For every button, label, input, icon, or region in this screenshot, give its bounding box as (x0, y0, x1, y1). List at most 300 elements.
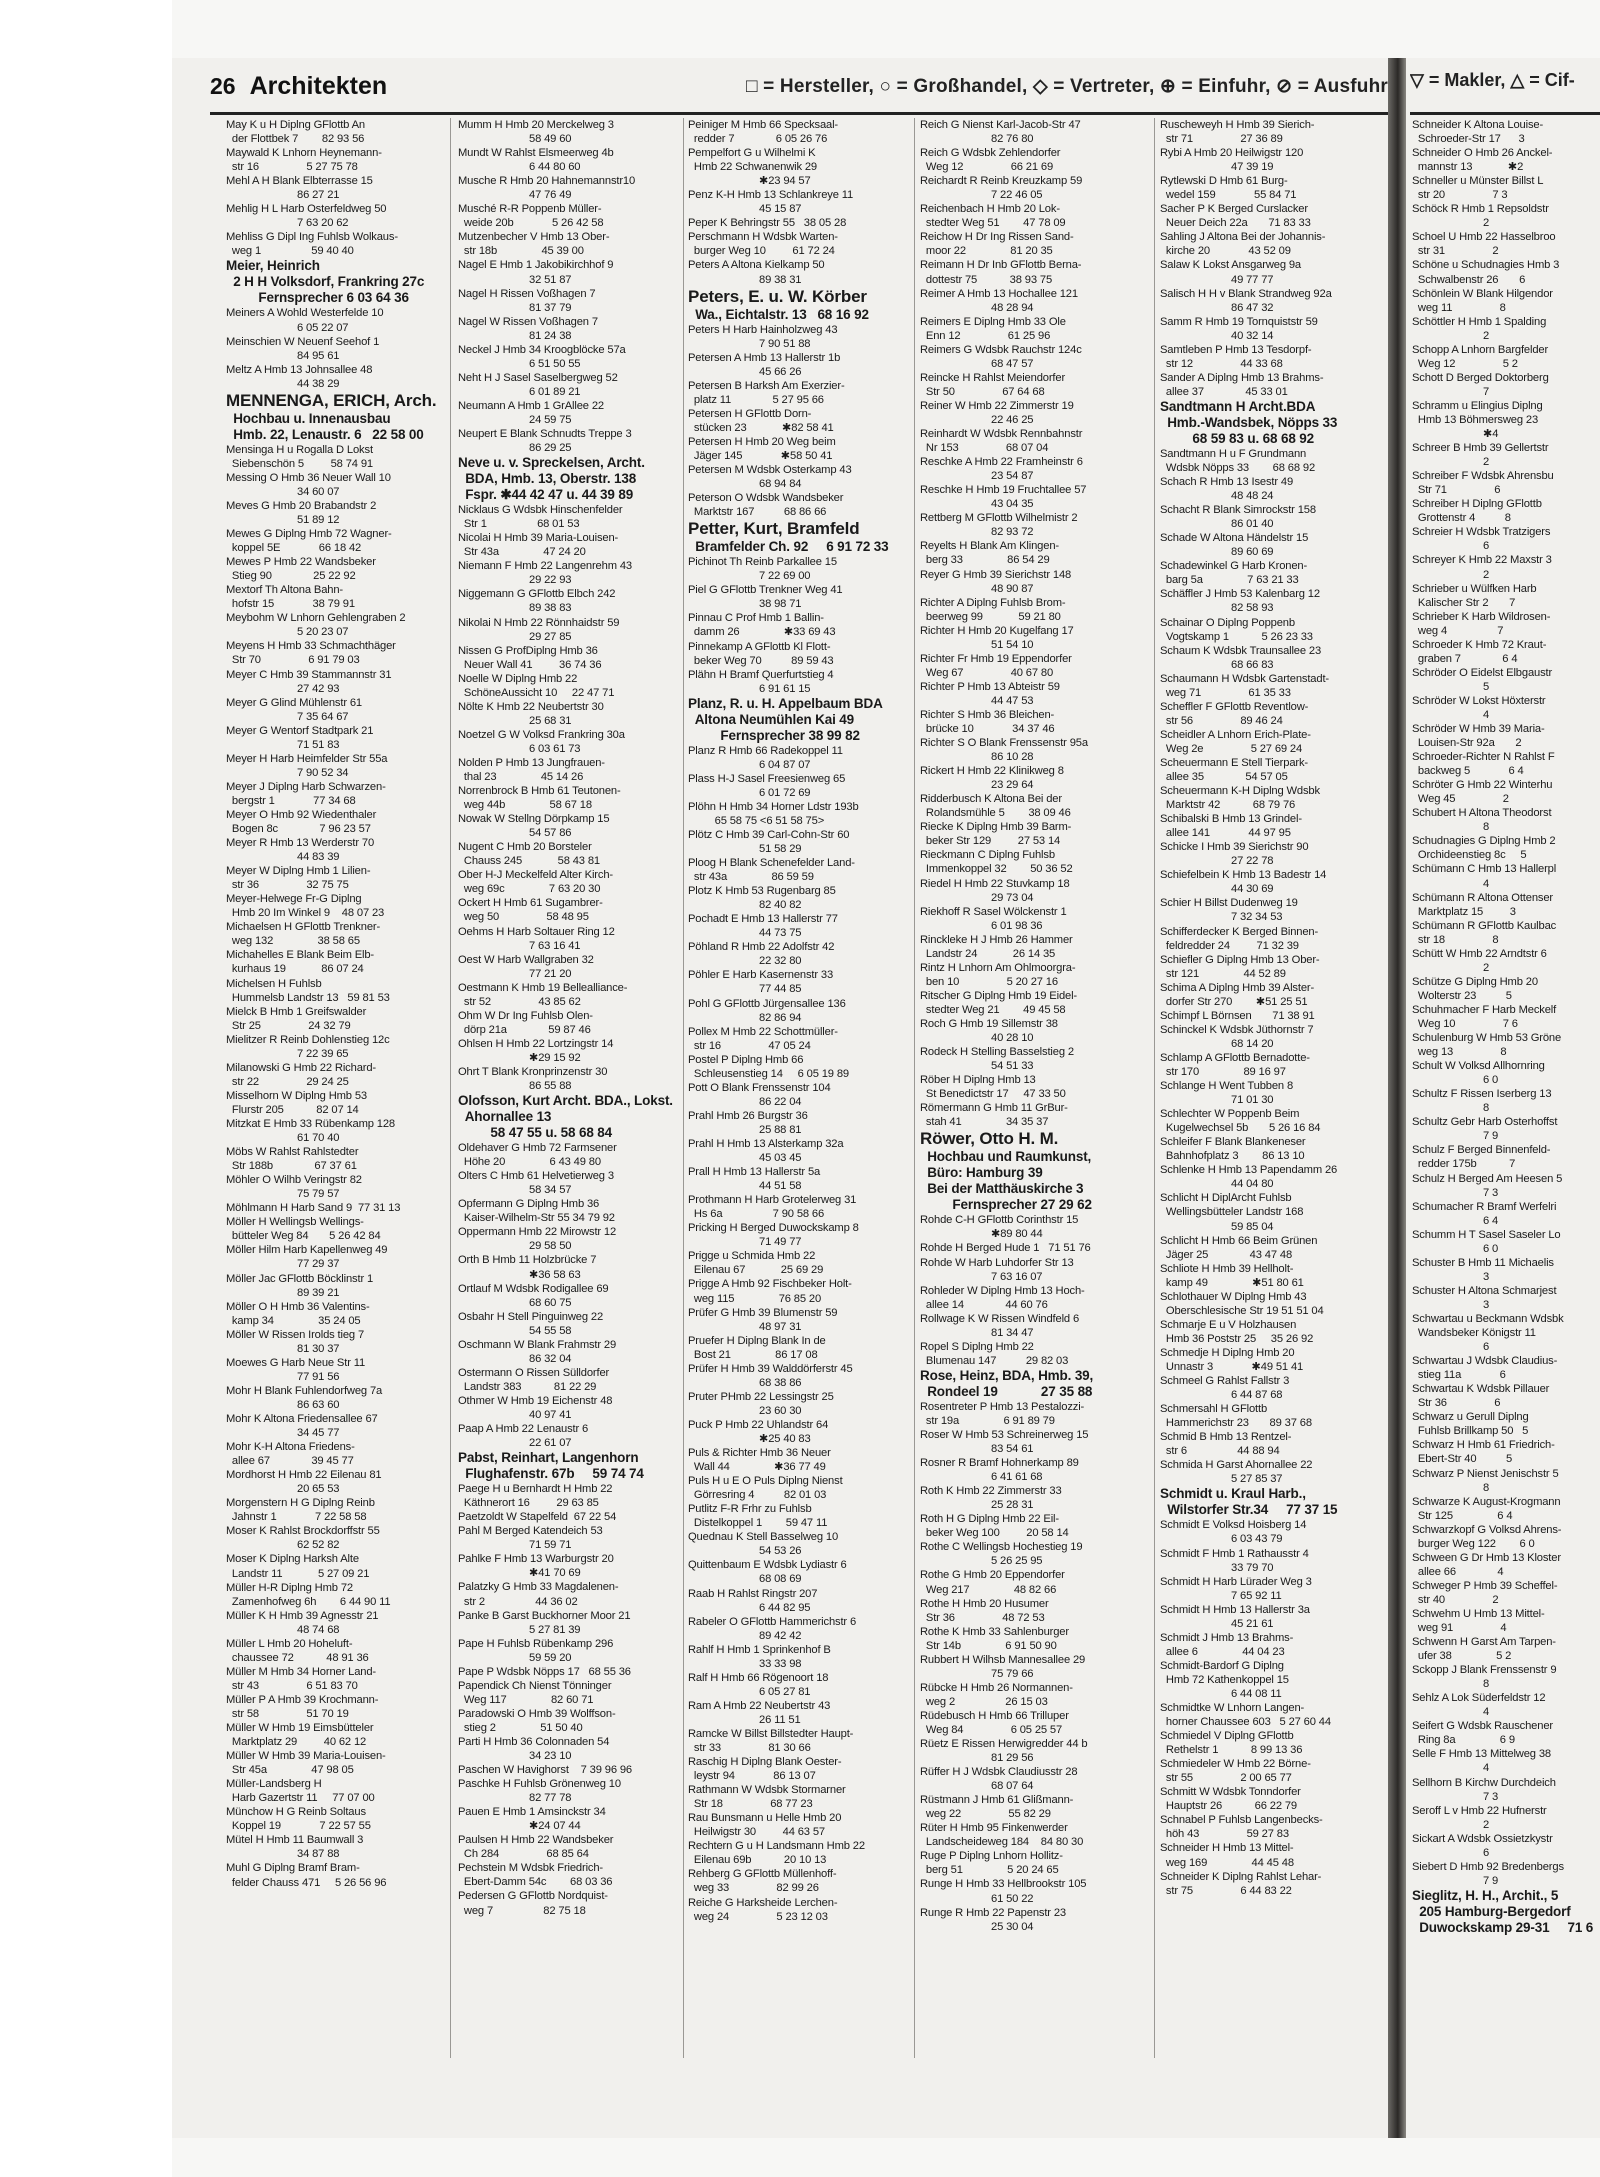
listing-line: Richter A Diplng Fuhlsb Brom- (920, 596, 1066, 609)
listing-line: Grottenstr 4 8 (1412, 512, 1511, 525)
listing-line: Prüfer G Hmb 39 Blumenstr 59 (688, 1306, 838, 1319)
listing-line: Prahl H Hmb 13 Alsterkamp 32a (688, 1138, 844, 1150)
listing-line: Hauptstr 26 66 22 79 (1160, 1800, 1297, 1813)
listing-line: Quednau K Stell Basselweg 10 (688, 1531, 839, 1544)
listing-line: 6 (1412, 540, 1490, 553)
listing-line: Planz, R. u. H. Appelbaum BDA (688, 695, 883, 711)
listing-line: 75 79 57 (226, 1188, 340, 1201)
listing-line: weg 2 26 15 03 (920, 1695, 1048, 1708)
listing-line: Noelle W Diplng Hmb 22 (458, 672, 578, 685)
listing-line: Neumann A Hmb 1 GrAllee 22 (458, 399, 604, 412)
listing-line: 89 38 83 (458, 602, 572, 615)
listing-line: Schmitt W Wdsbk Tonndorfer (1160, 1786, 1301, 1799)
listing-line: Nugent C Hmb 20 Borsteler (458, 841, 592, 854)
directory-column-6 (1412, 118, 1600, 2100)
listing-line: Peiniger M Hmb 66 Specksaal- (688, 119, 839, 131)
listing-line: 25 88 81 (688, 1123, 802, 1136)
listing-line: Möller O H Hmb 36 Valentins- (226, 1300, 370, 1313)
listing-line: Reiner W Hmb 22 Zimmerstr 19 (920, 399, 1074, 412)
listing-line: Hs 6a 7 90 58 66 (688, 1208, 825, 1221)
listing-line: Pedersen G GFlottb Nordquist- (458, 1890, 608, 1903)
listing-line: Mitzkat E Hmb 33 Rübenkamp 128 (226, 1118, 395, 1130)
listing-line: 29 27 85 (458, 630, 572, 643)
listing-line: Michaelsen H GFlottb Trenkner- (226, 921, 381, 934)
listing-line: weide 20b 5 26 42 58 (458, 217, 604, 230)
listing-line: Rüter H Hmb 95 Finkenwerder (920, 1822, 1068, 1835)
listing-line: 44 04 80 (1160, 1178, 1274, 1191)
listing-line: Piel G GFlottb Trenkner Weg 41 (688, 584, 843, 597)
listing-line: Misselhorn W Diplng Hmb 53 (226, 1089, 367, 1102)
page-gutter (1388, 58, 1406, 2138)
listing-line: Scheuermann K-H Diplng Wdsbk (1160, 785, 1320, 798)
listing-line: Schumm H T Sasel Saseler Lo (1412, 1228, 1561, 1241)
listing-line: Rehberg G GFlottb Müllenhoff- (688, 1868, 837, 1881)
listing-line: Sehlz A Lok Süderfeldstr 12 (1412, 1692, 1546, 1705)
listing-line: beker Weg 70 89 59 43 (688, 654, 834, 667)
listing-line: Ralf H Hmb 66 Rögenoort 18 (688, 1671, 829, 1684)
listing-line: 2 H H Volksdorf, Frankring 27c (226, 274, 425, 290)
listing-line: Schimpf L Börnsen 71 38 91 (1160, 1009, 1315, 1022)
listing-line: Möhlmann H Harb Sand 9 77 31 13 (226, 1202, 401, 1215)
listing-line: Riedel H Hmb 22 Stuvkamp 18 (920, 877, 1070, 890)
listing-line: Ch 284 68 85 64 (458, 1848, 589, 1861)
listing-line: moor 22 81 20 35 (920, 245, 1053, 258)
listing-line: Ring 8a 6 9 (1412, 1734, 1515, 1747)
listing-line: Str 43a 47 24 20 (458, 546, 586, 559)
listing-line: Hochbau u. Innenausbau (226, 410, 391, 426)
listing-line: ✱41 70 69 (458, 1567, 581, 1580)
listing-line: 47 76 49 (458, 189, 572, 202)
listing-line: Weg 117 82 60 71 (458, 1693, 594, 1706)
listing-line: Rothe H Hmb 20 Husumer (920, 1597, 1049, 1610)
listing-line: Wandsbeker Königstr 11 (1412, 1327, 1536, 1340)
listing-line: Schleifer F Blank Blankeneser (1160, 1136, 1306, 1149)
listing-line: Schlothauer W Diplng Hmb 43 (1160, 1290, 1307, 1303)
listing-line: Olofsson, Kurt Archt. BDA., Lokst. (458, 1093, 673, 1109)
listing-line: 8 (1412, 1481, 1490, 1494)
listing-line: 7 90 51 88 (688, 337, 811, 350)
listing-line: St Benedictstr 17 47 33 50 (920, 1088, 1066, 1101)
listing-line: 48 74 68 (226, 1623, 340, 1636)
listing-line: 7 32 34 53 (1160, 911, 1283, 924)
listing-line: 40 28 10 (920, 1032, 1034, 1045)
listing-line: Prothmann H Harb Grotelerweg 31 (688, 1194, 857, 1207)
listing-line: Niemann F Hmb 22 Langenrehm 43 (458, 560, 632, 573)
listing-line: Wall 44 ✱36 77 49 (688, 1461, 826, 1474)
listing-line: Reschke A Hmb 22 Framheinstr 6 (920, 456, 1083, 469)
listing-line: str 16 5 27 75 78 (226, 161, 358, 174)
listing-line: Sieglitz, H. H., Archit., 5 (1412, 1887, 1559, 1903)
listing-line: Schwartau K Wdsbk Pillauer (1412, 1383, 1550, 1396)
listing-line: 6 05 22 07 (226, 321, 349, 334)
listing-line: 7 65 92 11 (1160, 1589, 1282, 1602)
listing-line: Neckel J Hmb 34 Kroogblöcke 57a (458, 343, 626, 356)
listing-line: str 18b 45 39 00 (458, 245, 584, 258)
listing-line: Mohr H Blank Fuhlendorfweg 7a (226, 1384, 383, 1397)
listing-line: Str 25 24 32 79 (226, 1019, 351, 1032)
listing-line: 33 33 98 (688, 1657, 802, 1670)
listing-line: wedel 159 55 84 71 (1160, 189, 1297, 202)
listing-line: MENNENGA, ERICH, Arch. (226, 390, 437, 410)
listing-line: Reichenbach H Hmb 20 Lok- (920, 203, 1060, 216)
listing-line: 82 77 78 (458, 1792, 572, 1805)
header-rule (210, 112, 1388, 115)
listing-line: 23 60 30 (688, 1404, 802, 1417)
listing-line: Meiners A Wohld Westerfelde 10 (226, 307, 384, 320)
listing-line: Planz R Hmb 66 Radekoppel 11 (688, 744, 843, 757)
listing-line: Schneider K Altona Louise- (1412, 119, 1544, 131)
listing-line: Pabst, Reinhart, Langenhorn (458, 1450, 639, 1466)
listing-line: Reimer A Hmb 13 Hochallee 121 (920, 287, 1078, 300)
listing-line: Pempelfort G u Wilhelmi K (688, 147, 816, 160)
listing-line: Ortlauf M Wdsbk Rodigallee 69 (458, 1282, 609, 1295)
listing-line: weg 91 4 (1412, 1622, 1507, 1635)
listing-line: 86 01 40 (1160, 518, 1274, 531)
listing-line: bergstr 1 77 34 68 (226, 794, 356, 807)
listing-line: Oehms H Harb Soltauer Ring 12 (458, 925, 615, 938)
listing-line: Perschmann H Wdsbk Warten- (688, 231, 838, 244)
listing-line: Petersen H GFlottb Dorn- (688, 407, 812, 420)
listing-line: Riecke K Diplng Hmb 39 Barm- (920, 821, 1072, 834)
listing-line: Pricking H Berged Duwockskamp 8 (688, 1222, 859, 1235)
listing-line: 89 42 42 (688, 1629, 802, 1642)
listing-line: Schönlein W Blank Hilgendor (1412, 287, 1553, 300)
listing-line: Mutzenbecher V Hmb 13 Ober- (458, 231, 610, 244)
listing-line: 2 (1412, 456, 1490, 469)
listing-line: Landstr 383 81 22 29 (458, 1380, 597, 1393)
listing-line: 7 35 64 67 (226, 710, 349, 723)
listing-line: Schröder O Eidelst Elbgaustr (1412, 666, 1553, 679)
listing-line: der Flottbek 7 82 93 56 (226, 133, 365, 146)
listing-line: 23 54 87 (920, 470, 1034, 483)
listing-line: 7 3 (1412, 1790, 1499, 1803)
listing-line: höh 43 59 27 83 (1160, 1828, 1289, 1841)
listing-line: 24 59 75 (458, 413, 572, 426)
listing-line: kurhaus 19 86 07 24 (226, 963, 364, 976)
listing-line: Müller P A Hmb 39 Krochmann- (226, 1693, 379, 1706)
listing-line: Pruefer H Diplng Blank In de (688, 1334, 826, 1347)
listing-line: Rosner R Bramf Hohnerkamp 89 (920, 1457, 1079, 1470)
listing-line: Rechtern G u H Landsmann Hmb 22 (688, 1840, 865, 1853)
listing-line: Schacht R Blank Simrockstr 158 (1160, 504, 1316, 517)
listing-line: Pahlke F Hmb 13 Warburgstr 20 (458, 1553, 614, 1566)
listing-line: Sandtmann H u F Grundmann (1160, 447, 1307, 460)
directory-column-5 (1160, 118, 1386, 2100)
listing-line: str 56 89 46 24 (1160, 714, 1283, 727)
listing-line: Schreiber F Wdsbk Ahrensbu (1412, 470, 1554, 483)
listing-line: str 170 89 16 97 (1160, 1066, 1286, 1078)
listing-line: 77 21 20 (458, 967, 572, 980)
listing-line: 29 73 04 (920, 891, 1034, 904)
listing-line: Reiche G Harksheide Lerchen- (688, 1896, 838, 1909)
listing-line: Schmidtke W Lnhorn Langen- (1160, 1702, 1305, 1715)
listing-line: Ohrt T Blank Kronprinzenstr 30 (458, 1066, 608, 1078)
listing-line: Schroeder K Hmb 72 Kraut- (1412, 638, 1547, 651)
listing-line: Prigge u Schmida Hmb 22 (688, 1250, 816, 1263)
listing-line: weg 1 59 40 40 (226, 245, 354, 258)
listing-line: Sahling J Altona Bei der Johannis- (1160, 231, 1326, 244)
listing-line: Mielitzer R Reinb Dohlenstieg 12c (226, 1033, 390, 1046)
listing-line: Nölte K Hmb 22 Neubertstr 30 (458, 700, 604, 713)
listing-line: barg 5a 7 63 21 33 (1160, 574, 1299, 587)
listing-line: 4 (1412, 877, 1490, 890)
listing-line: allee 35 54 57 05 (1160, 771, 1288, 784)
listing-line: Nicklaus G Wdsbk Hinschenfelder (458, 504, 623, 517)
listing-line: Pape P Wdsbk Nöpps 17 68 55 36 (458, 1665, 631, 1678)
listing-line: 82 40 82 (688, 899, 802, 912)
listing-line: weg 169 44 45 48 (1160, 1856, 1294, 1869)
listing-line: str 121 44 52 89 (1160, 967, 1286, 980)
listing-line: Schramm u Elingius Diplng (1412, 399, 1543, 412)
listing-line: 77 91 56 (226, 1370, 340, 1383)
listing-line: Schwartau u Beckmann Wdsbk (1412, 1312, 1564, 1325)
listing-line: Petersen B Harksh Am Exerzier- (688, 379, 845, 392)
listing-line: Pohl G GFlottb Jürgensallee 136 (688, 997, 846, 1010)
listing-line: 84 95 61 (226, 349, 340, 362)
listing-line: 38 98 71 (688, 598, 802, 611)
directory-column-4 (920, 118, 1150, 2100)
listing-line: Meltz A Hmb 13 Johnsallee 48 (226, 363, 373, 376)
listing-line: Schlechter W Poppenb Beim (1160, 1108, 1300, 1121)
listing-line: Ohlsen H Hmb 22 Lortzingstr 14 (458, 1037, 614, 1050)
listing-line: Str 70 6 91 79 03 (226, 654, 360, 667)
listing-line: Marktstr 42 68 79 76 (1160, 799, 1296, 812)
listing-line: 86 29 25 (458, 442, 572, 455)
listing-line: Sellhorn B Kirchw Durchdeich (1412, 1776, 1556, 1789)
listing-line: Musché R-R Poppenb Müller- (458, 203, 602, 216)
listing-line: Mewes G Diplng Hmb 72 Wagner- (226, 528, 392, 541)
listing-line: Schubert H Altona Theodorst (1412, 807, 1552, 820)
listing-line: Landscheideweg 184 84 80 30 (920, 1836, 1084, 1849)
listing-line: Ploog H Blank Schenefelder Land- (688, 857, 855, 870)
listing-line: 68 08 69 (688, 1573, 802, 1586)
listing-line: Mohr K Altona Friedensallee 67 (226, 1412, 378, 1425)
listing-line: Schreer B Hmb 39 Gellertstr (1412, 442, 1549, 455)
listing-line: Nagel W Rissen Voßhagen 7 (458, 315, 598, 328)
listing-line: 68 14 20 (1160, 1037, 1274, 1050)
listing-line: 68 66 83 (1160, 658, 1274, 671)
listing-line: Marktplatz 29 40 62 12 (226, 1736, 367, 1749)
listing-line: str 36 32 75 75 (226, 879, 349, 892)
listing-line: Rethelstr 1 8 99 13 36 (1160, 1744, 1303, 1757)
listing-line: Rubbert H Wilhsb Mannesallee 29 (920, 1653, 1086, 1666)
listing-line: Nolden P Hmb 13 Jungfrauen- (458, 756, 605, 769)
listing-line: ✱89 80 44 (920, 1228, 1043, 1241)
listing-line: Ritscher G Diplng Hmb 19 Eidel- (920, 989, 1078, 1002)
listing-line: ben 10 5 20 27 16 (920, 975, 1058, 988)
listing-line: Rothe C Wellingsb Hochestieg 19 (920, 1541, 1083, 1554)
listing-line: 81 30 37 (226, 1342, 340, 1355)
listing-line: Schäffler J Hmb 53 Kalenbarg 12 (1160, 588, 1320, 601)
listing-line: Pinnekamp A GFlottb Kl Flott- (688, 640, 831, 653)
listing-line: Papendick Ch Nienst Tönninger (458, 1679, 612, 1692)
listing-line: Schmarje E u V Holzhausen (1160, 1318, 1297, 1331)
listing-line: str 43 6 51 83 70 (226, 1679, 358, 1692)
listing-line: Schwenn H Garst Am Tarpen- (1412, 1636, 1556, 1649)
listing-line: Unnastr 3 ✱49 51 41 (1160, 1360, 1304, 1373)
listing-line: Duwockskamp 29-31 71 6 (1412, 1919, 1594, 1935)
listing-line: Petter, Kurt, Bramfeld (688, 519, 860, 539)
listing-line: Roser W Hmb 53 Schreinerweg 15 (920, 1428, 1089, 1441)
listing-line: 33 79 70 (1160, 1561, 1274, 1574)
listing-line: Plotz K Hmb 53 Rugenbarg 85 (688, 885, 836, 898)
listing-line: 2 (1412, 961, 1490, 974)
listing-line: Schröter G Hmb 22 Winterhu (1412, 779, 1553, 792)
listing-line: Richter H Hmb 20 Kugelfang 17 (920, 624, 1074, 637)
listing-line: Schmersahl H GFlottb (1160, 1403, 1268, 1416)
listing-line: Schmida H Garst Ahornallee 22 (1160, 1459, 1313, 1472)
listing-line: Schmidt u. Kraul Harb., (1160, 1486, 1306, 1502)
listing-line: Schmidt H Hmb 13 Hallerstr 3a (1160, 1603, 1310, 1616)
listing-line: Eilenau 67 25 69 29 (688, 1264, 824, 1277)
listing-line: Flughafenstr. 67b 59 74 74 (458, 1466, 644, 1482)
page-header (210, 66, 1388, 106)
listing-line: Rohde W Harb Luhdorfer Str 13 (920, 1256, 1074, 1269)
listing-line: 34 45 77 (226, 1427, 340, 1440)
listing-line: 2 (1412, 217, 1490, 230)
listing-line: Schiefler G Diplng Hmb 13 Ober- (1160, 953, 1320, 966)
listing-line: Postel P Diplng Hmb 66 (688, 1053, 804, 1066)
listing-line: Immenkoppel 32 50 36 52 (920, 863, 1073, 876)
listing-line: Schinckel K Wdsbk Jüthornstr 7 (1160, 1023, 1314, 1036)
listing-line: 2 (1412, 568, 1490, 581)
listing-line: weg 69c 7 63 20 30 (458, 883, 601, 896)
listing-line: 23 29 64 (920, 779, 1034, 792)
listing-line: 48 48 24 (1160, 490, 1274, 503)
listing-line: May K u H Diplng GFlottb An (226, 119, 365, 131)
listing-line: Schneller u Münster Billst L (1412, 175, 1544, 188)
listing-line: Penz K-H Hmb 13 Schlankreye 11 (688, 189, 854, 202)
listing-line: Römermann G Hmb 11 GrBur- (920, 1102, 1068, 1115)
listing-line: 6 51 50 55 (458, 357, 581, 370)
listing-line: Mehl A H Blank Elbterrasse 15 (226, 175, 373, 188)
listing-line: 81 37 79 (458, 301, 572, 314)
listing-line: 7 22 39 65 (226, 1047, 349, 1060)
listing-line: Ahornallee 13 (458, 1109, 552, 1125)
listing-line: Schulz F Berged Binnenfeld- (1412, 1144, 1551, 1157)
listing-line: Str 14b 6 91 50 90 (920, 1639, 1057, 1652)
listing-line: Pollex M Hmb 22 Schottmüller- (688, 1025, 838, 1038)
listing-line: Schmeel G Rahlst Fallstr 3 (1160, 1375, 1290, 1388)
listing-line: 65 58 75 <6 51 58 75> (688, 814, 825, 827)
listing-line: 71 51 83 (226, 738, 340, 751)
listing-line: Schwarzkopf G Volksd Ahrens- (1412, 1523, 1562, 1536)
listing-line: allee 14 44 60 76 (920, 1298, 1048, 1311)
listing-line: 20 65 53 (226, 1483, 340, 1496)
listing-line: Schlicht H DiplArcht Fuhlsb (1160, 1192, 1292, 1205)
listing-line: Weg 84 6 05 25 57 (920, 1723, 1063, 1736)
listing-line: Marktstr 167 68 86 66 (688, 506, 827, 519)
listing-line: 5 27 81 39 (458, 1623, 581, 1636)
listing-line: allee 67 39 45 77 (226, 1455, 354, 1468)
listing-line: 44 83 39 (226, 851, 340, 864)
listing-line: 40 97 41 (458, 1408, 572, 1421)
listing-line: Wa., Eichtalstr. 13 68 16 92 (688, 306, 869, 322)
listing-line: 48 90 87 (920, 582, 1034, 595)
listing-line: 7 3 (1412, 1186, 1499, 1199)
listing-line: Görresring 4 82 01 03 (688, 1489, 827, 1502)
listing-line: Nicolai H Hmb 39 Maria-Louisen- (458, 532, 619, 545)
listing-line: weg 71 61 35 33 (1160, 686, 1291, 699)
listing-line: 6 44 80 60 (458, 161, 581, 174)
listing-line: Schlenke H Hmb 13 Papendamm 26 (1160, 1164, 1338, 1177)
listing-line: 32 51 87 (458, 273, 572, 286)
listing-line: Rieckmann C Diplng Fuhlsb (920, 849, 1055, 862)
listing-line: SchöneAussicht 10 22 47 71 (458, 686, 615, 699)
listing-line: Hmb.-Wandsbek, Nöpps 33 (1160, 414, 1338, 430)
listing-line: 81 24 38 (458, 329, 572, 342)
listing-line: Sander A Diplng Hmb 13 Brahms- (1160, 371, 1324, 384)
listing-line: str 33 81 30 66 (688, 1742, 811, 1755)
listing-line: Nagel E Hmb 1 Jakobikirchhof 9 (458, 259, 614, 272)
listing-line: 68 38 86 (688, 1376, 802, 1389)
listing-line: str 22 29 24 25 (226, 1075, 349, 1088)
listing-line: berg 51 5 20 24 65 (920, 1864, 1059, 1877)
listing-line: Jäger 145 ✱58 50 41 (688, 449, 833, 462)
listing-line: Müller L Hmb 20 Hoheluft- (226, 1637, 353, 1650)
listing-line: Schlange H Went Tubben 8 (1160, 1080, 1294, 1093)
listing-line: str 52 43 85 62 (458, 995, 581, 1008)
listing-line: 82 93 72 (920, 526, 1034, 539)
listing-line: Opfermann G Diplng Hmb 36 (458, 1198, 600, 1211)
listing-line: Fernsprecher 6 03 64 36 (226, 290, 409, 306)
listing-line: Scheuermann E Stell Tierpark- (1160, 756, 1308, 769)
listing-line: Plötz C Hmb 39 Carl-Cohn-Str 60 (688, 828, 850, 841)
listing-line: 44 73 75 (688, 927, 802, 940)
listing-line: Schultz F Rissen Iserberg 13 (1412, 1088, 1552, 1101)
listing-line: Schmiedel V Diplng GFlottb (1160, 1730, 1294, 1743)
listing-line: Weg 45 2 (1412, 793, 1509, 806)
listing-line: weg 22 55 82 29 (920, 1808, 1051, 1821)
listing-line: weg 24 5 23 12 03 (688, 1910, 828, 1923)
listing-line: 86 47 32 (1160, 301, 1274, 314)
listing-line: Richter S Hmb 36 Bleichen- (920, 708, 1055, 721)
listing-line: Neupert E Blank Schnudts Treppe 3 (458, 428, 632, 441)
listing-line: Neve u. v. Spreckelsen, Archt. (458, 455, 645, 471)
listing-line: Blumenau 147 29 82 03 (920, 1354, 1069, 1367)
listing-line: Str 18 68 77 23 (688, 1798, 813, 1811)
listing-line: weg 4 7 (1412, 624, 1504, 637)
listing-line: 7 22 69 00 (688, 570, 811, 583)
listing-line: str 18 8 (1412, 933, 1499, 946)
listing-line: Mextorf Th Altona Bahn- (226, 584, 343, 597)
listing-line: Schier H Billst Dudenweg 19 (1160, 897, 1298, 910)
listing-line: allee 37 45 33 01 (1160, 385, 1288, 398)
listing-line: 45 21 61 (1160, 1617, 1274, 1630)
listing-line: 6 05 27 81 (688, 1685, 811, 1698)
listing-line: Pott O Blank Frenssenstr 104 (688, 1081, 831, 1094)
listing-line: weg 50 58 48 95 (458, 911, 589, 924)
listing-line: 61 50 22 (920, 1892, 1034, 1905)
listing-line: 51 89 12 (226, 513, 340, 526)
symbol-legend: □ = Hersteller, ○ = Großhandel, ◇ = Vertreter, ⊕ = Einfuhr, ⊘ = Ausfuhr (745, 75, 1388, 97)
listing-line: Schulz H Berged Am Heesen 5 (1412, 1172, 1563, 1185)
listing-line: Schiefelbein K Hmb 13 Badestr 14 (1160, 869, 1327, 882)
listing-line: Orth B Hmb 11 Holzbrücke 7 (458, 1254, 597, 1267)
listing-line: Raab H Rahlst Ringstr 207 (688, 1587, 818, 1600)
listing-line: Münchow H G Reinb Soltaus (226, 1806, 366, 1819)
listing-line: Pape H Fuhlsb Rübenkamp 296 (458, 1637, 614, 1650)
listing-line: ✱25 40 83 (688, 1432, 811, 1445)
listing-line: Schreiber H Diplng GFlottb (1412, 498, 1542, 511)
listing-line: Weg 67 40 67 80 (920, 666, 1054, 679)
listing-line: Prüfer H Hmb 39 Walddörferstr 45 (688, 1362, 853, 1375)
listing-line: Rose, Heinz, BDA, Hmb. 39, (920, 1367, 1094, 1383)
listing-line: Paschke H Fuhlsb Grönenweg 10 (458, 1778, 621, 1791)
listing-line: Rothe K Hmb 33 Sahlenburger (920, 1625, 1069, 1638)
listing-line: str 43a 86 59 59 (688, 871, 814, 884)
listing-line: 58 34 57 (458, 1184, 572, 1197)
